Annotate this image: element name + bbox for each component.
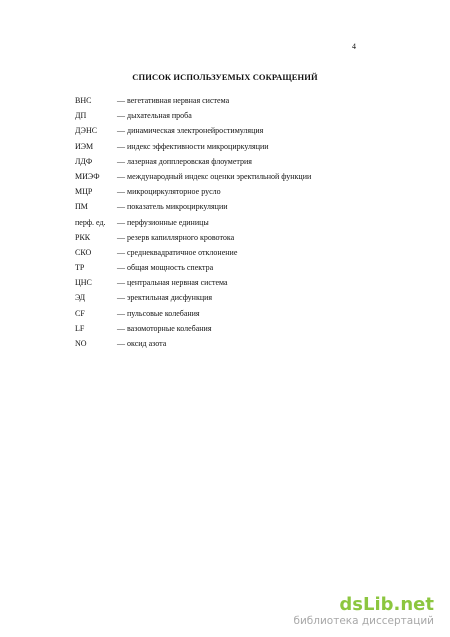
dash-separator: —: [117, 141, 125, 151]
watermark-logo-lib: Lib: [363, 594, 394, 615]
definition-text: общая мощность спектра: [127, 263, 214, 273]
definition-text: центральная нервная система: [127, 278, 228, 288]
abbreviation-definition: [117, 202, 228, 212]
abbreviation-term: ЭД: [75, 293, 86, 303]
dash-separator: —: [117, 308, 125, 318]
abbreviation-term: NO: [75, 339, 87, 348]
abbreviation-term: ЦНС: [75, 278, 92, 288]
definition-text: оксид азота: [127, 339, 167, 348]
list-item: [75, 233, 395, 248]
abbreviation-term: МИЭФ: [75, 171, 100, 181]
abbreviation-term: МЦР: [75, 187, 93, 197]
dash-separator: —: [117, 111, 125, 121]
dash-separator: —: [117, 293, 125, 303]
list-item: [75, 293, 395, 308]
abbreviation-definition: [117, 339, 166, 349]
abbreviation-term: ПМ: [75, 202, 88, 212]
abbreviation-definition: [117, 324, 212, 334]
abbreviation-term: ЛДФ: [75, 156, 93, 166]
list-item: [75, 126, 395, 141]
abbreviation-term: ДЭНС: [75, 126, 98, 136]
list-item: [75, 157, 395, 172]
watermark-logo: [293, 595, 434, 615]
watermark-logo-net: .net: [393, 594, 434, 615]
definition-text: резерв капиллярного кровотока: [127, 232, 235, 242]
abbreviation-definition: [117, 96, 229, 106]
abbreviation-term: ВНС: [75, 96, 92, 105]
definition-text: вазомоторные колебания: [127, 323, 212, 333]
list-item: [75, 278, 395, 293]
dash-separator: —: [117, 339, 125, 348]
abbreviation-definition: [117, 309, 200, 319]
list-item: [75, 187, 395, 202]
dash-separator: —: [117, 96, 125, 105]
dash-separator: —: [117, 202, 125, 212]
abbreviation-term: ИЭМ: [75, 141, 94, 151]
list-item: [75, 142, 395, 157]
abbreviation-term: LF: [75, 323, 85, 333]
dash-separator: —: [117, 171, 125, 181]
dash-separator: —: [117, 187, 125, 197]
abbreviation-term: перф. ед.: [75, 217, 106, 227]
definition-text: вегетативная нервная система: [127, 96, 230, 105]
list-item: [75, 202, 395, 217]
abbreviation-definition: [117, 248, 237, 258]
abbreviation-definition: [117, 263, 213, 273]
abbreviation-definition: [117, 278, 228, 288]
definition-text: среднеквадратичное отклонение: [127, 247, 238, 257]
abbreviation-definition: [117, 172, 311, 182]
definition-text: перфузионные единицы: [127, 217, 209, 227]
definition-text: международный индекс оценки эректильной функции: [127, 171, 312, 181]
list-item: [75, 263, 395, 278]
abbreviation-term: РКК: [75, 232, 91, 242]
abbreviation-definition: [117, 187, 221, 197]
list-item: [75, 324, 395, 339]
dash-separator: —: [117, 247, 125, 257]
dash-separator: —: [117, 217, 125, 227]
dash-separator: —: [117, 323, 125, 333]
definition-text: индекс эффективности микроциркуляции: [127, 141, 269, 151]
dash-separator: —: [117, 263, 125, 273]
watermark: [293, 595, 434, 627]
dash-separator: —: [117, 232, 125, 242]
abbreviation-definition: [117, 157, 252, 167]
abbreviation-term: CF: [75, 308, 85, 318]
page-title: СПИСОК ИСПОЛЬЗУЕМЫХ СОКРАЩЕНИЙ: [132, 72, 318, 82]
definition-text: показатель микроциркуляции: [127, 202, 228, 212]
abbreviation-definition: [117, 293, 212, 303]
list-item: [75, 248, 395, 263]
definition-text: пульсовые колебания: [127, 308, 200, 318]
abbreviation-definition: [117, 142, 269, 152]
abbreviation-definition: [117, 111, 192, 121]
list-item: [75, 111, 395, 126]
list-item: [75, 309, 395, 324]
abbreviation-definition: [117, 218, 209, 228]
definition-text: лазерная допплеровская флоуметрия: [127, 156, 252, 166]
abbreviation-term: СКО: [75, 247, 92, 257]
page-number: 4: [352, 42, 356, 51]
abbreviation-term: ТР: [75, 263, 85, 273]
abbreviation-definition: [117, 126, 263, 136]
abbreviation-list: [75, 96, 395, 354]
definition-text: эректильная дисфункция: [127, 293, 213, 303]
definition-text: микроциркуляторное русло: [127, 187, 221, 197]
dash-separator: —: [117, 156, 125, 166]
definition-text: дыхательная проба: [127, 111, 192, 121]
watermark-subtitle: библиотека диссертаций: [293, 615, 434, 627]
watermark-logo-ds: ds: [339, 594, 363, 615]
list-item: [75, 218, 395, 233]
abbreviation-definition: [117, 233, 234, 243]
list-item: [75, 96, 395, 111]
abbreviation-term: ДП: [75, 111, 87, 121]
dash-separator: —: [117, 126, 125, 136]
dash-separator: —: [117, 278, 125, 288]
list-item: [75, 172, 395, 187]
list-item: [75, 339, 395, 354]
definition-text: динамическая электронейростимуляция: [127, 126, 264, 136]
